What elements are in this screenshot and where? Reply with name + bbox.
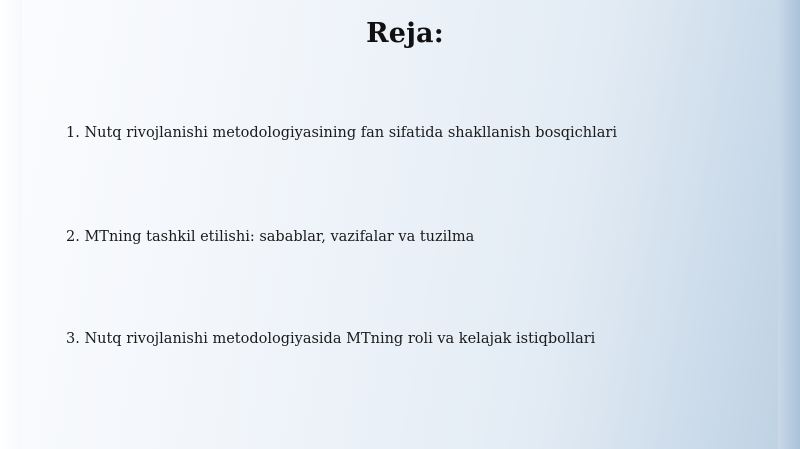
slide-right-border xyxy=(778,0,800,449)
slide-left-border xyxy=(0,0,22,449)
plan-item-3: 3. Nutq rivojlanishi metodologiyasida MTning roli va kelajak istiqbollari xyxy=(66,331,596,347)
slide-title: Reja: xyxy=(366,18,444,49)
plan-item-2: 2. MTning tashkil etilishi: sabablar, vazifalar va tuzilma xyxy=(66,229,475,245)
plan-item-1: 1. Nutq rivojlanishi metodologiyasining fan sifatida shakllanish bosqichlari xyxy=(66,125,617,141)
